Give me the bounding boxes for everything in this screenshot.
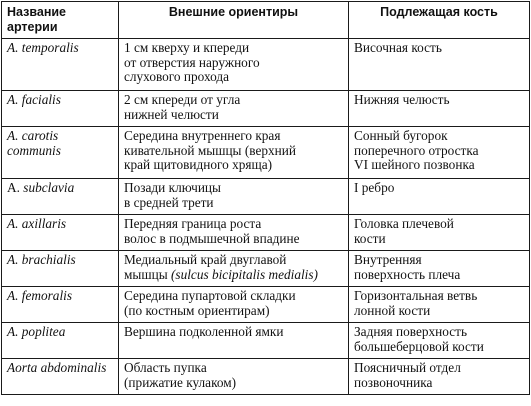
landmarks-cell: Позади ключицы в средней трети bbox=[119, 179, 349, 215]
bone-cell: Височная кость bbox=[349, 39, 530, 91]
header-row bbox=[2, 2, 530, 39]
artery-name: Aorta abdominalis bbox=[2, 359, 119, 395]
table-row bbox=[2, 39, 530, 91]
table-row bbox=[2, 215, 530, 251]
bone-cell: Головка плечевой кости bbox=[349, 215, 530, 251]
artery-name bbox=[2, 179, 119, 215]
artery-name: A. axillaris bbox=[2, 215, 119, 251]
landmarks-cell: Передняя граница роста волос в подмышечной впадине bbox=[119, 215, 349, 251]
table-row bbox=[2, 127, 530, 179]
artery-name: A. brachialis bbox=[2, 251, 119, 287]
table-row bbox=[2, 251, 530, 287]
landmarks-cell bbox=[119, 251, 349, 287]
bone-cell: Задняя поверхность большеберцовой кости bbox=[349, 323, 530, 359]
landmarks-cell: Область пупка (прижатие кулаком) bbox=[119, 359, 349, 395]
table-row bbox=[2, 91, 530, 127]
bone-cell: Нижняя челюсть bbox=[349, 91, 530, 127]
artery-name: A. temporalis bbox=[2, 39, 119, 91]
landmarks-latin: (sulcus bicipitalis medialis) bbox=[170, 266, 318, 282]
bone-cell: Внутренняя поверхность плеча bbox=[349, 251, 530, 287]
table-row bbox=[2, 287, 530, 323]
landmarks-cell: 1 см кверху и кпереди от отверстия наружного слухового прохода bbox=[119, 39, 349, 91]
artery-name: A. carotis communis bbox=[2, 127, 119, 179]
artery-name: A. femoralis bbox=[2, 287, 119, 323]
header-artery: Название артерии bbox=[2, 2, 119, 39]
artery-name: A. poplitea bbox=[2, 323, 119, 359]
table-row bbox=[2, 179, 530, 215]
table-row bbox=[2, 323, 530, 359]
landmarks-cell: Середина пупартовой складки (по костным ориентирам) bbox=[119, 287, 349, 323]
header-bone: Подлежащая кость bbox=[349, 2, 530, 39]
landmarks-main: Медиальный край двуглавой мышцы bbox=[124, 252, 287, 282]
arteries-table bbox=[1, 1, 530, 395]
bone-cell: Сонный бугорок поперечного отростка VI шейного позвонка bbox=[349, 127, 530, 179]
landmarks-cell: Середина внутреннего края кивательной мышцы (верхний край щитовидного хряща) bbox=[119, 127, 349, 179]
bone-cell: I ребро bbox=[349, 179, 530, 215]
header-landmarks: Внешние ориентиры bbox=[119, 2, 349, 39]
landmarks-cell: Вершина подколенной ямки bbox=[119, 323, 349, 359]
table-row bbox=[2, 359, 530, 395]
artery-prefix: A. bbox=[7, 180, 24, 196]
artery-name: A. facialis bbox=[2, 91, 119, 127]
landmarks-cell: 2 см кпереди от угла нижней челюсти bbox=[119, 91, 349, 127]
bone-cell: Поясничный отдел позвоночника bbox=[349, 359, 530, 395]
bone-cell: Горизонтальная ветвь лонной кости bbox=[349, 287, 530, 323]
artery-name-italic: subclavia bbox=[23, 180, 75, 196]
